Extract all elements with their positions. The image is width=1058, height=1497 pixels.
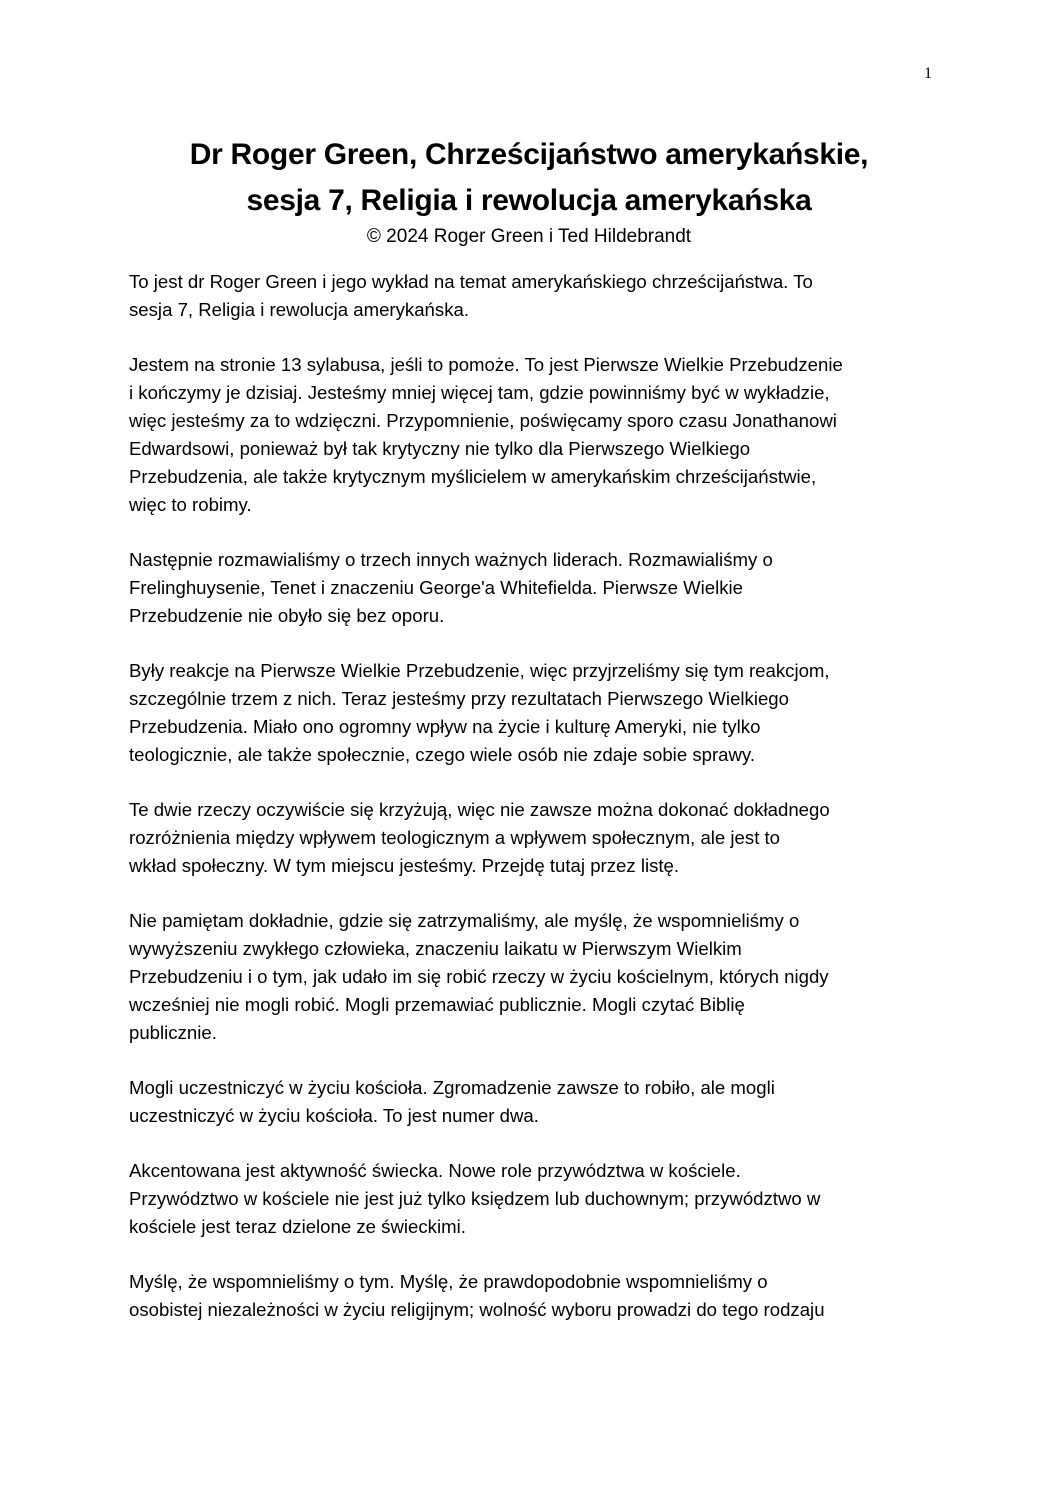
paragraph-line: rozróżnienia między wpływem teologicznym a wpływem społecznym, ale jest to xyxy=(129,827,781,848)
paragraph-line: wkład społeczny. W tym miejscu jesteśmy. Przejdę tutaj przez listę. xyxy=(129,855,680,876)
paragraph-line: Przebudzenie nie obyło się bez oporu. xyxy=(129,605,445,626)
paragraph xyxy=(129,268,929,324)
paragraph-line: Mogli uczestniczyć w życiu kościoła. Zgromadzenie zawsze to robiło, ale mogli xyxy=(129,1077,775,1098)
document-body xyxy=(129,268,929,1351)
paragraph-line: Edwardsowi, ponieważ był tak krytyczny nie tylko dla Pierwszego Wielkiego xyxy=(129,438,751,459)
paragraph-line: osobistej niezależności w życiu religijnym; wolność wyboru prowadzi do tego rodzaju xyxy=(129,1299,825,1320)
document-title-line-2: sesja 7, Religia i rewolucja amerykańska xyxy=(246,184,812,217)
copyright-notice: © 2024 Roger Green i Ted Hildebrandt xyxy=(366,226,692,247)
paragraph-line: Następnie rozmawialiśmy o trzech innych ważnych liderach. Rozmawialiśmy o xyxy=(129,549,773,570)
paragraph-line: Nie pamiętam dokładnie, gdzie się zatrzymaliśmy, ale myślę, że wspomnieliśmy o xyxy=(129,910,800,931)
paragraph xyxy=(129,351,929,519)
paragraph-line: Te dwie rzeczy oczywiście się krzyżują, więc nie zawsze można dokonać dokładnego xyxy=(129,799,830,820)
paragraph-line: Myślę, że wspomnieliśmy o tym. Myślę, że prawdopodobnie wspomnieliśmy o xyxy=(129,1271,768,1292)
title-block xyxy=(90,132,968,250)
paragraph-line: i kończymy je dzisiaj. Jesteśmy mniej więcej tam, gdzie powinniśmy być w wykładzie, xyxy=(129,382,830,403)
paragraph xyxy=(129,907,929,1047)
paragraph xyxy=(129,1074,929,1130)
page-number: 1 xyxy=(924,65,932,82)
paragraph-line: To jest dr Roger Green i jego wykład na temat amerykańskiego chrześcijaństwa. To xyxy=(129,271,813,292)
paragraph-line: Frelinghuysenie, Tenet i znaczeniu George'a Whitefielda. Pierwsze Wielkie xyxy=(129,577,744,598)
paragraph xyxy=(129,546,929,630)
paragraph-line: Przebudzenia. Miało ono ogromny wpływ na życie i kulturę Ameryki, nie tylko xyxy=(129,716,761,737)
paragraph xyxy=(129,1268,929,1324)
paragraph-line: Akcentowana jest aktywność świecka. Nowe role przywództwa w kościele. xyxy=(129,1160,741,1181)
paragraph-line: uczestniczyć w życiu kościoła. To jest numer dwa. xyxy=(129,1105,539,1126)
paragraph-line: Przebudzenia, ale także krytycznym myślicielem w amerykańskim chrześcijaństwie, xyxy=(129,466,817,487)
paragraph-line: Jestem na stronie 13 sylabusa, jeśli to pomoże. To jest Pierwsze Wielkie Przebudzenie xyxy=(129,354,843,375)
paragraph-line: sesja 7, Religia i rewolucja amerykańska. xyxy=(129,299,469,320)
paragraph-line: Przywództwo w kościele nie jest już tylko księdzem lub duchownym; przywództwo w xyxy=(129,1188,821,1209)
paragraph xyxy=(129,796,929,880)
paragraph-line: szczególnie trzem z nich. Teraz jesteśmy przy rezultatach Pierwszego Wielkiego xyxy=(129,688,789,709)
paragraph-line: teologicznie, ale także społecznie, czego wiele osób nie zdaje sobie sprawy. xyxy=(129,744,756,765)
paragraph-line: więc jesteśmy za to wdzięczni. Przypomnienie, poświęcamy sporo czasu Jonathanowi xyxy=(129,410,837,431)
paragraph-line: Były reakcje na Pierwsze Wielkie Przebudzenie, więc przyjrzeliśmy się tym reakcjom, xyxy=(129,660,830,681)
paragraph-line: kościele jest teraz dzielone ze świeckimi. xyxy=(129,1216,466,1237)
document-title-line-1: Dr Roger Green, Chrześcijaństwo amerykańskie, xyxy=(189,138,869,171)
paragraph xyxy=(129,1157,929,1241)
paragraph-line: wcześniej nie mogli robić. Mogli przemawiać publicznie. Mogli czytać Biblię xyxy=(129,994,745,1015)
paragraph-line: publicznie. xyxy=(129,1022,217,1043)
paragraph-line: więc to robimy. xyxy=(129,494,252,515)
paragraph xyxy=(129,657,929,769)
paragraph-line: wywyższeniu zwykłego człowieka, znaczeniu laikatu w Pierwszym Wielkim xyxy=(129,938,742,959)
paragraph-line: Przebudzeniu i o tym, jak udało im się robić rzeczy w życiu kościelnym, których nigdy xyxy=(129,966,829,987)
